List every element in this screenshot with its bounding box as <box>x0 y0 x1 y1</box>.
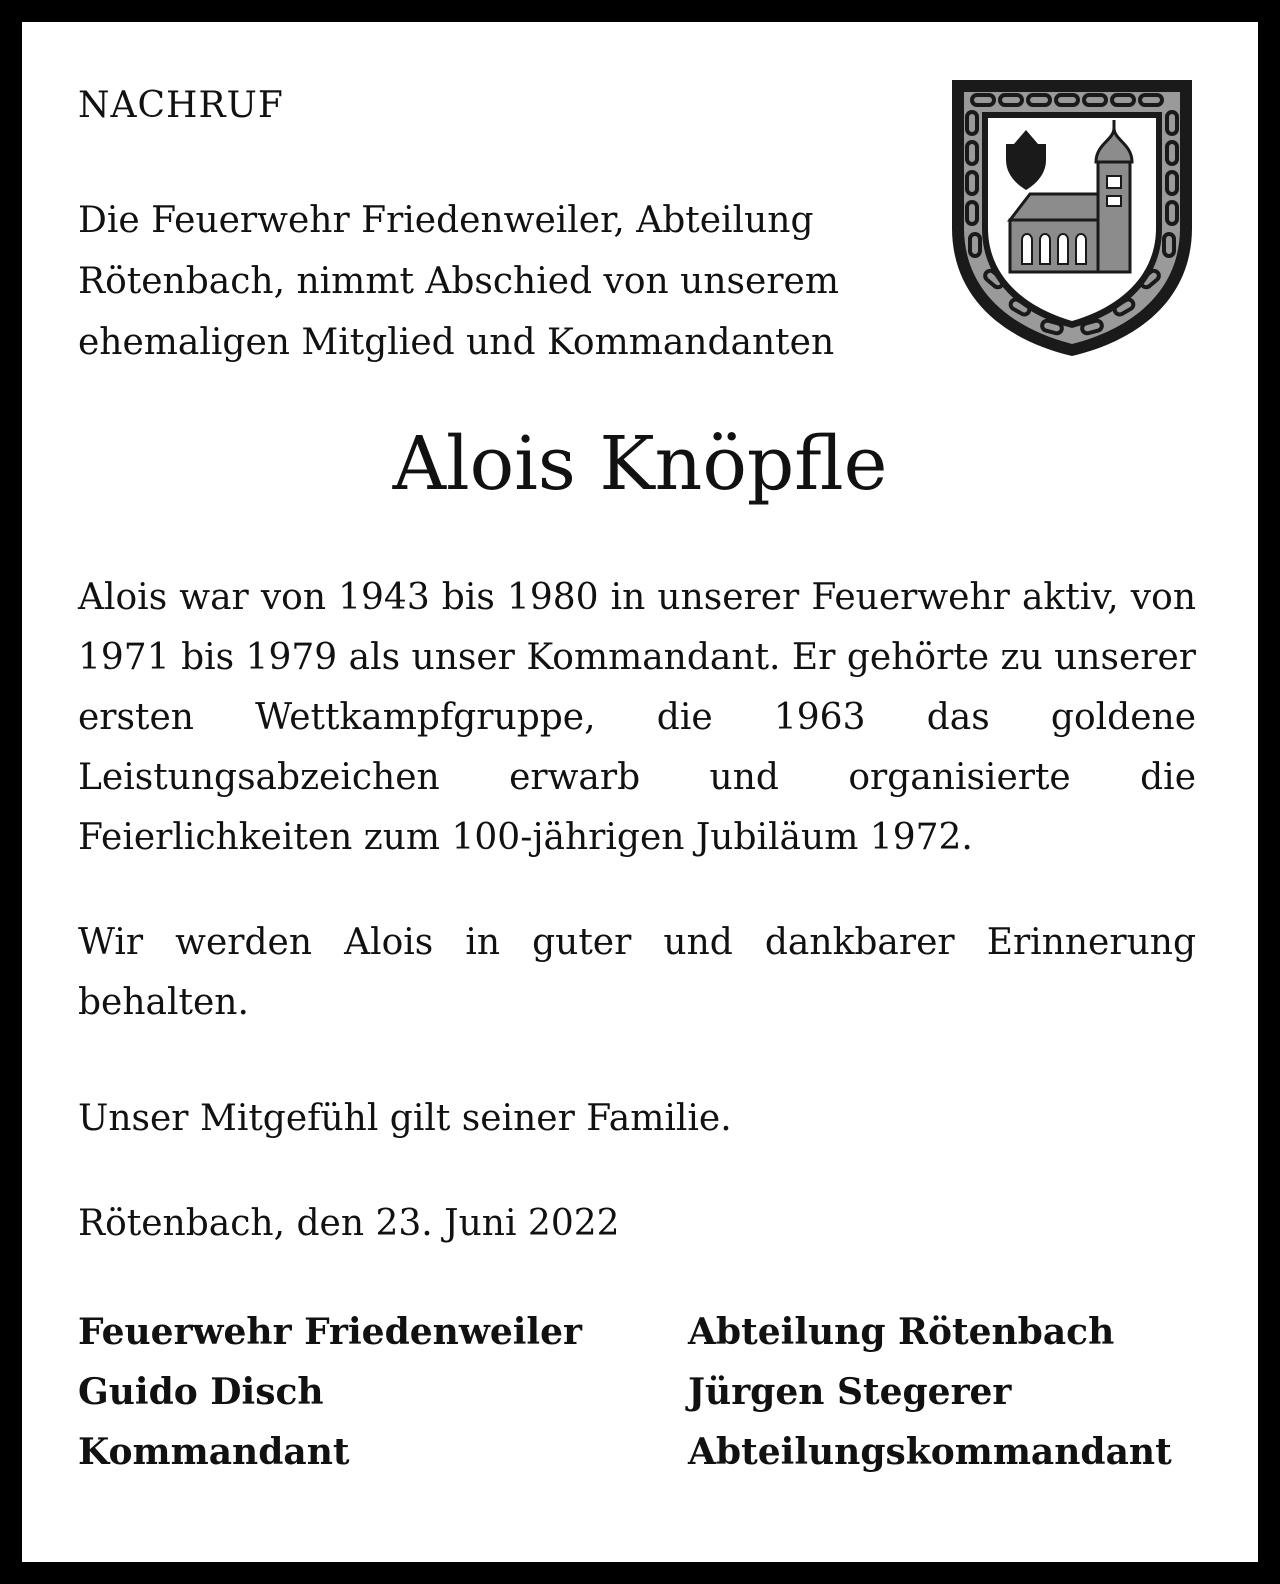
remembrance-paragraph: Wir werden Alois in guter und dankbarer Erinnerung behalten. <box>78 922 1196 1023</box>
place-date: Rötenbach, den 23. Juni 2022 <box>78 1203 620 1244</box>
signature-organization: Feuerwehr Friedenweiler <box>78 1311 582 1353</box>
signature-left <box>78 1302 582 1482</box>
obituary-notice <box>22 22 1258 1562</box>
intro-line: ehemaligen Mitglied und Kommandanten <box>78 322 835 363</box>
signature-person: Guido Disch <box>78 1371 324 1413</box>
intro-text <box>78 190 958 373</box>
intro-line: Rötenbach, nimmt Abschied von unserem <box>78 261 839 302</box>
condolence-paragraph: Unser Mitgefühl gilt seiner Familie. <box>78 1098 732 1139</box>
biography-paragraph: Alois war von 1943 bis 1980 in unserer Feuerwehr aktiv, von 1971 bis 1979 als unser Kommandant. Er gehörte zu unserer ersten Wettkampfgruppe, die 1963 das goldene Leistungsabzeichen erwarb und organisierte die Feierlichkeiten zum 100-jährigen Jubiläum 1972. <box>78 577 1196 858</box>
signature-organization: Abteilung Rötenbach <box>688 1311 1115 1353</box>
signature-role: Abteilungskommandant <box>688 1431 1172 1473</box>
signature-role: Kommandant <box>78 1431 350 1473</box>
notice-heading: NACHRUF <box>78 85 284 126</box>
signature-person: Jürgen Stegerer <box>688 1371 1012 1413</box>
intro-line: Die Feuerwehr Friedenweiler, Abteilung <box>78 200 814 241</box>
deceased-name: Alois Knöpfle <box>392 421 888 507</box>
coat-of-arms-church-icon <box>950 78 1194 358</box>
signature-right <box>688 1302 1172 1482</box>
